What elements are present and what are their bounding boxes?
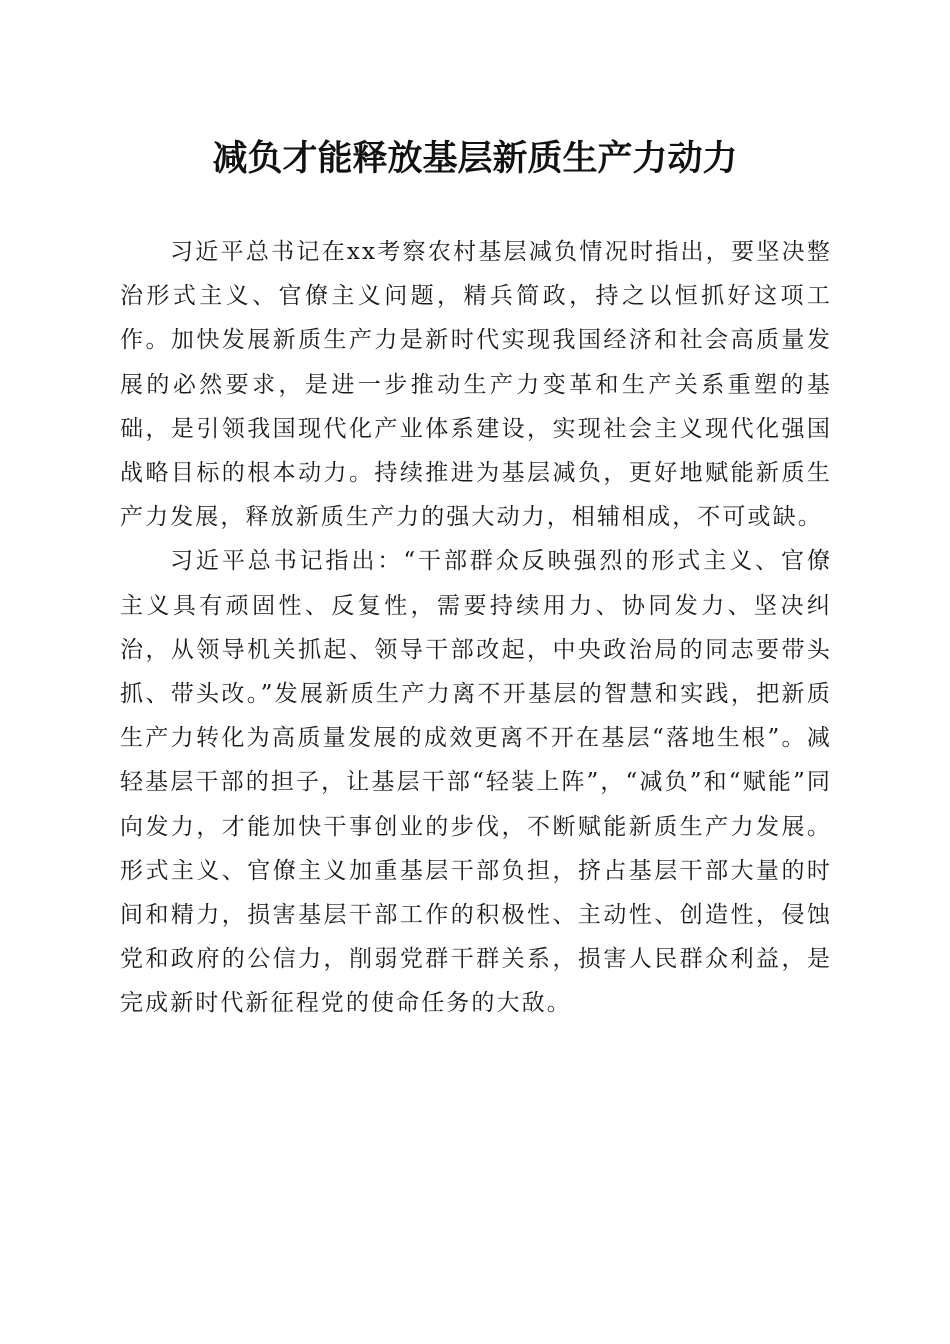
paragraph-2: 习近平总书记指出：“干部群众反映强烈的形式主义、官僚主义具有顽固性、反复性，需要持续用力、协同发力、坚决纠治，从领导机关抓起、领导干部改起，中央政治局的同志要带头抓、带头改。”发展新质生产力离不开基层的智慧和实践，把新质生产力转化为高质量发展的成效更离不开在基层“落地生根”。减轻基层干部的担子，让基层干部“轻装上阵”，“减负”和“赋能”同向发力，才能加快干事创业的步伐，不断赋能新质生产力发展。形式主义、官僚主义加重基层干部负担，挤占基层干部大量的时间和精力，损害基层干部工作的积极性、主动性、创造性，侵蚀党和政府的公信力，削弱党群干群关系，损害人民群众利益，是完成新时代新征程党的使命任务的大敌。 [120,548,832,1017]
document-title: 减负才能释放基层新质生产力动力 [212,138,738,179]
paragraph-1: 习近平总书记在xx考察农村基层减负情况时指出，要坚决整治形式主义、官僚主义问题，精兵简政，持之以恒抓好这项工作。加快发展新质生产力是新时代实现我国经济和社会高质量发展的必然要求，是进一步推动生产力变革和生产关系重塑的基础，是引领我国现代化产业体系建设，实现社会主义现代化强国战略目标的根本动力。持续推进为基层减负，更好地赋能新质生产力发展，释放新质生产力的强大动力，相辅相成，不可或缺。 [120,239,832,531]
document-body [120,230,832,1026]
